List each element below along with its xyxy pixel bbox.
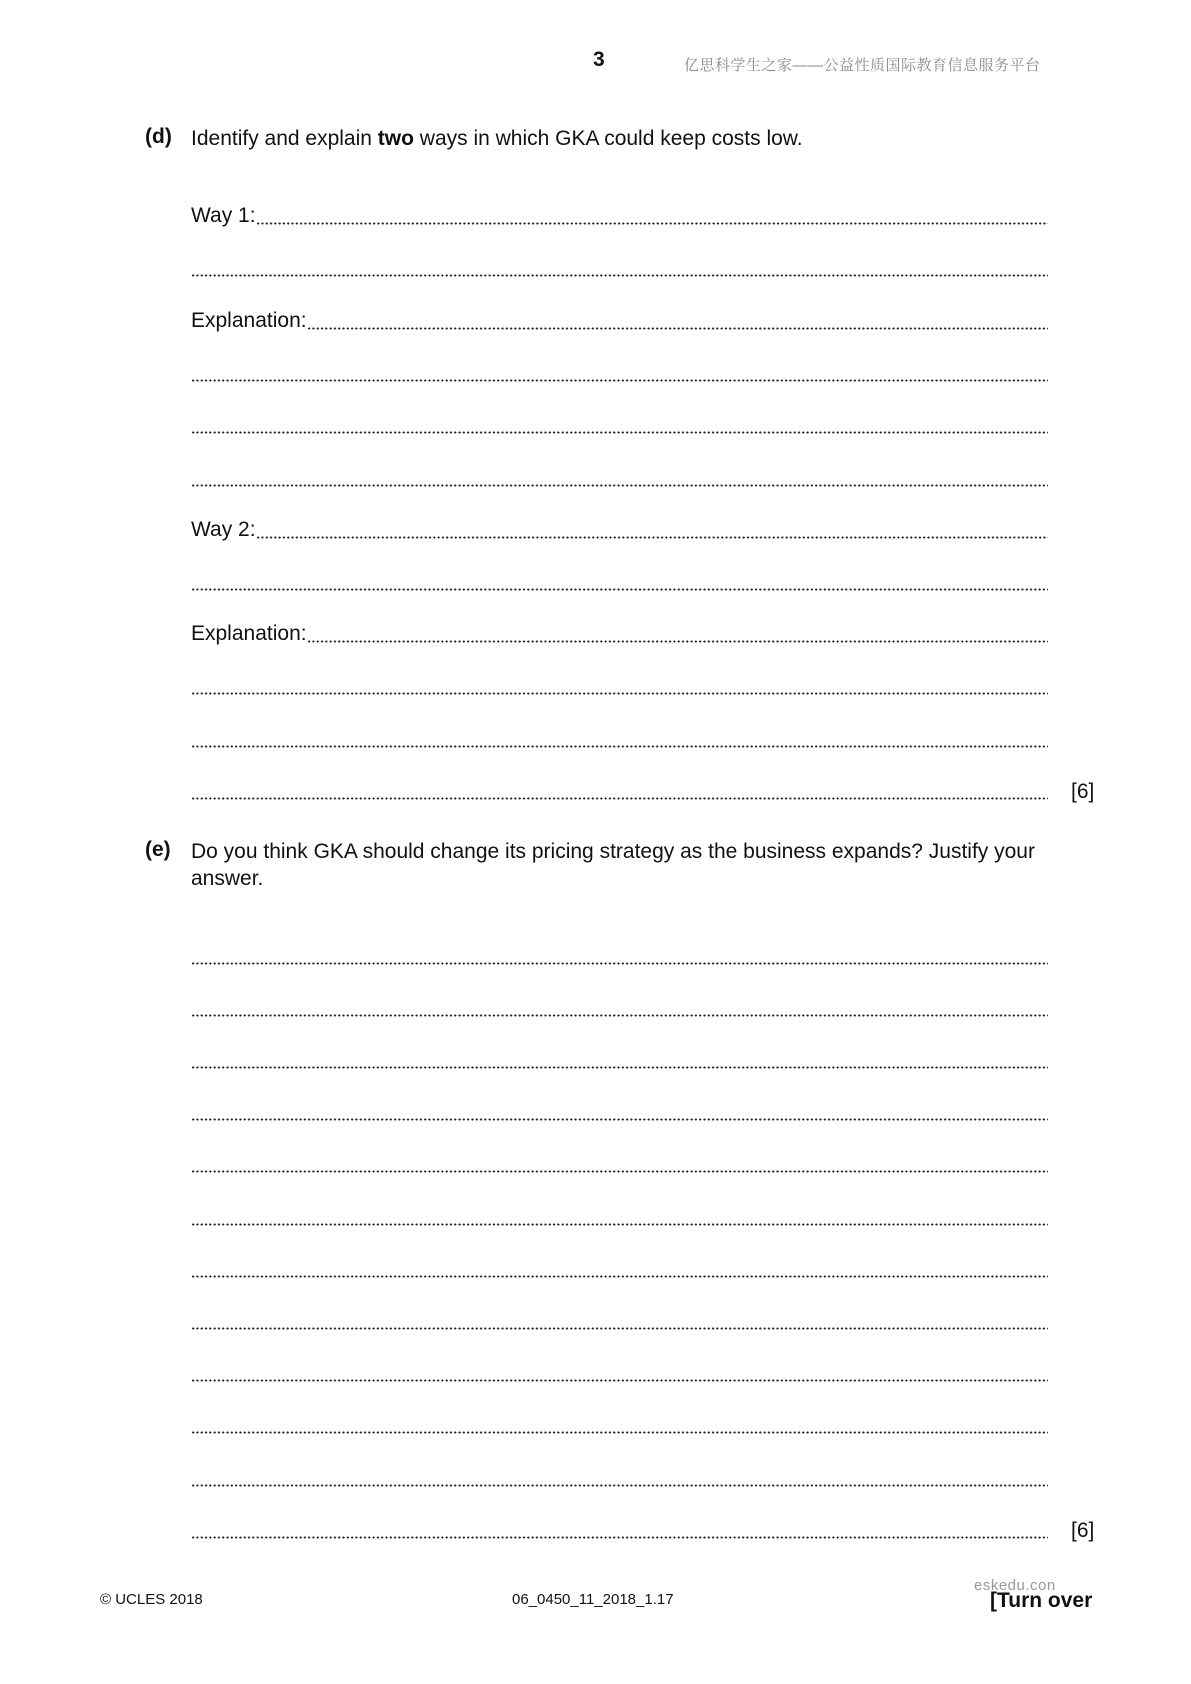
paper-code: 06_0450_11_2018_1.17 xyxy=(512,1591,674,1608)
answer-line-e-11[interactable] xyxy=(191,1466,1048,1490)
answer-line-e-7[interactable] xyxy=(191,1257,1048,1281)
header-watermark: 亿思科学生之家——公益性质国际教育信息服务平台 xyxy=(684,57,1041,74)
way1-explanation-line-3[interactable] xyxy=(191,413,1048,437)
way2-explanation-line[interactable] xyxy=(191,622,1048,646)
question-d-label: (d) xyxy=(145,125,172,148)
way1-answer-line[interactable] xyxy=(191,204,1048,228)
question-e-marks: [6] xyxy=(1071,1519,1095,1542)
way2-answer-line[interactable] xyxy=(191,518,1048,542)
way2-explanation-line-2[interactable] xyxy=(191,674,1048,698)
way1-explanation-label: Explanation: xyxy=(191,309,307,332)
question-e-label: (e) xyxy=(145,838,171,861)
way1-explanation-line-2[interactable] xyxy=(191,361,1048,385)
question-d-text-start: Identify and explain xyxy=(191,127,378,150)
page-number: 3 xyxy=(593,48,605,71)
answer-line-e-9[interactable] xyxy=(191,1361,1048,1385)
question-d-text-bold: two xyxy=(377,127,414,150)
way2-label: Way 2: xyxy=(191,518,256,541)
way2-answer-line-2[interactable] xyxy=(191,570,1048,594)
answer-line-e-1[interactable] xyxy=(191,944,1048,968)
answer-line-e-8[interactable] xyxy=(191,1309,1048,1333)
question-d-text-end: ways in which GKA could keep costs low. xyxy=(413,127,803,150)
answer-line-e-6[interactable] xyxy=(191,1205,1048,1229)
answer-line-e-10[interactable] xyxy=(191,1413,1048,1437)
answer-line-e-12[interactable] xyxy=(191,1518,1048,1542)
answer-line-e-3[interactable] xyxy=(191,1048,1048,1072)
way2-explanation-line-3[interactable] xyxy=(191,727,1048,751)
answer-line-e-5[interactable] xyxy=(191,1152,1048,1176)
turn-over: [Turn over xyxy=(990,1589,1093,1612)
question-d-text xyxy=(191,125,1109,152)
answer-line-e-4[interactable] xyxy=(191,1100,1048,1124)
footer-watermark: eskedu.con xyxy=(974,1577,1056,1594)
way2-explanation-line-4[interactable] xyxy=(191,779,1048,803)
way1-explanation-line[interactable] xyxy=(191,309,1048,333)
way2-explanation-label: Explanation: xyxy=(191,622,307,645)
way1-explanation-line-4[interactable] xyxy=(191,466,1048,490)
question-d-marks: [6] xyxy=(1071,780,1095,803)
copyright: © UCLES 2018 xyxy=(100,1591,203,1608)
answer-line-e-2[interactable] xyxy=(191,996,1048,1020)
way1-answer-line-2[interactable] xyxy=(191,256,1048,280)
question-e-text: Do you think GKA should change its pricing strategy as the business expands? Justify your answer. xyxy=(191,840,1035,890)
way1-label: Way 1: xyxy=(191,204,256,227)
